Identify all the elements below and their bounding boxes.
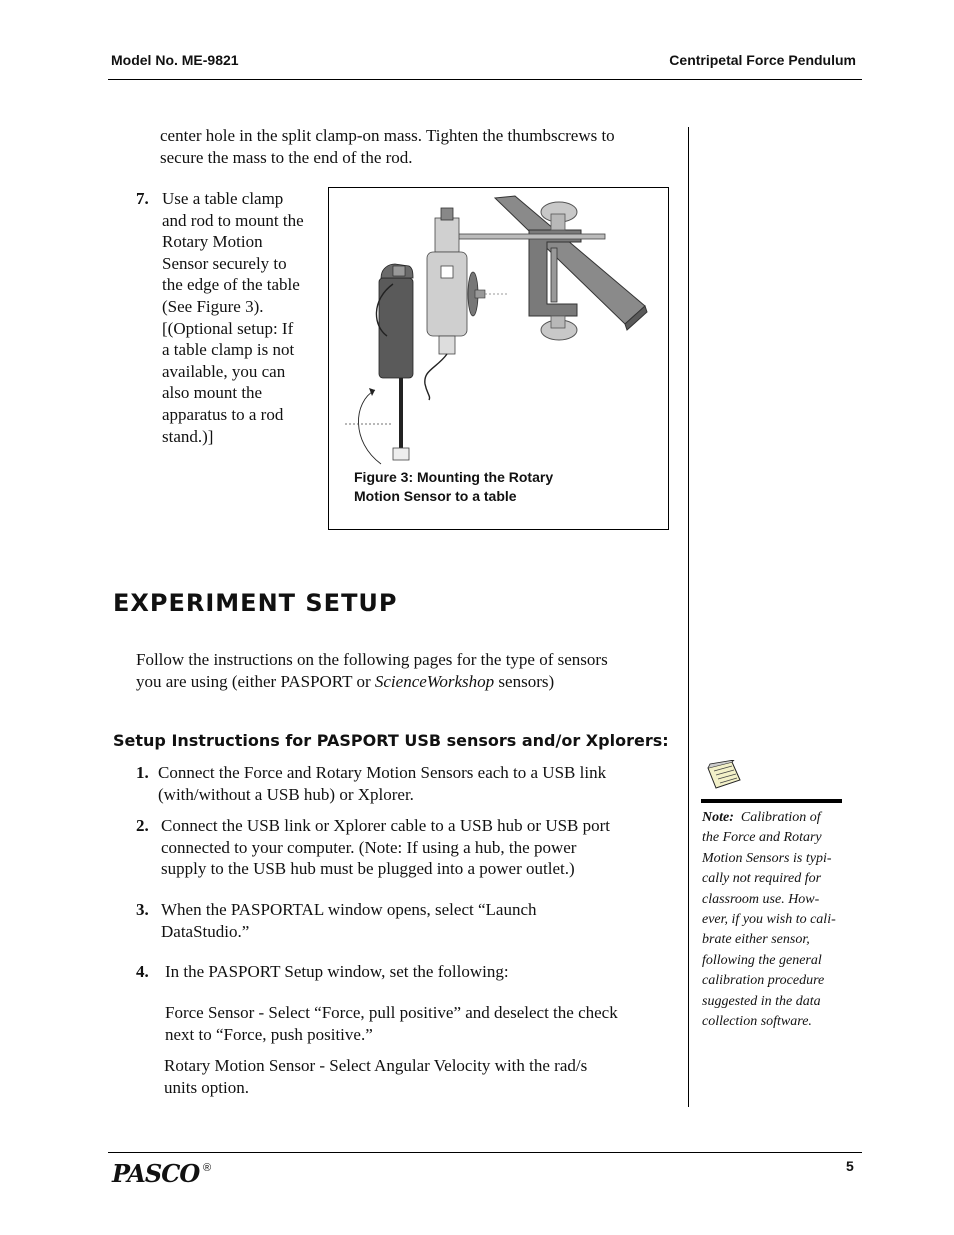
step-number: 1.: [136, 763, 149, 782]
header-title: Centripetal Force Pendulum: [669, 52, 856, 68]
step-number: 4.: [136, 962, 149, 981]
subsection-title: Setup Instructions for PASPORT USB sensors and/or Xplorers:: [113, 731, 669, 750]
caption-line: Motion Sensor to a table: [354, 488, 517, 504]
note-line: ever, if you wish to cali-: [702, 912, 836, 928]
substep-force-sensor: [165, 1002, 618, 1045]
step-7-line: the edge of the table: [162, 275, 300, 295]
step-line: Connect the USB link or Xplorer cable to a USB hub or USB port: [161, 816, 611, 835]
section-intro-line: Follow the instructions on the following pages for the type of sensors: [136, 650, 608, 669]
note-line: cally not required for: [702, 871, 822, 887]
note-line: classroom use. How-: [702, 891, 820, 907]
swing-arc-arrow: [358, 390, 381, 464]
note-line: brate either sensor,: [702, 932, 810, 948]
step-7-line: apparatus to a rod: [162, 404, 284, 424]
step-7-line: Use a table clamp: [162, 189, 284, 208]
step-7-line: stand.)]: [162, 426, 214, 446]
intro-text-part: sensors): [494, 671, 555, 691]
figure-3-box: [328, 187, 669, 530]
step-text: [161, 815, 610, 880]
step-7-number: 7.: [136, 189, 149, 208]
step-7-line: [(Optional setup: If: [162, 318, 294, 338]
step-line: Connect the Force and Rotary Motion Sensors each to a USB link: [158, 763, 607, 782]
pendulum-rod: [399, 378, 403, 452]
note-line: suggested in the data: [702, 993, 821, 1009]
step-number: 2.: [136, 816, 149, 835]
step-number: 3.: [136, 900, 149, 919]
clamp-screw: [551, 248, 557, 302]
note-line-text: Calibration of: [740, 810, 821, 825]
section-title: EXPERIMENT SETUP: [113, 589, 398, 617]
step-line: connected to your computer. (Note: If using a hub, the power: [161, 837, 577, 857]
footer-rule: [108, 1152, 862, 1153]
pendulum-mass: [393, 448, 409, 460]
step-7-line: (See Figure 3).: [162, 296, 264, 316]
column-divider: [688, 127, 689, 1107]
intro-line: secure the mass to the end of the rod.: [160, 147, 413, 167]
page-number: 5: [846, 1158, 854, 1174]
scienceworkshop-text: ScienceWorkshop: [374, 671, 495, 691]
rotary-sensor-clamp: [435, 218, 459, 252]
step-line: In the PASPORT Setup window, set the following:: [165, 962, 509, 981]
substep-line: Rotary Motion Sensor - Select Angular Velocity with the rad/s: [164, 1056, 588, 1075]
pasco-logo-text: PASCO: [112, 1159, 200, 1188]
note-line: following the general: [702, 952, 822, 968]
sidenote-text: [702, 808, 836, 1032]
substep-line: next to “Force, push positive.”: [165, 1024, 373, 1044]
sensor-cable: [425, 354, 447, 400]
header-rule: [108, 79, 862, 80]
step-7-text: [162, 188, 304, 447]
figure-3-caption: [354, 468, 553, 506]
intro-line: center hole in the split clamp-on mass. Tighten the thumbscrews to: [160, 126, 615, 145]
step-7-line: Sensor securely to: [162, 253, 287, 273]
substep-rotary-sensor: [164, 1055, 587, 1098]
intro-paragraph: [160, 125, 615, 168]
registered-mark: ®: [203, 1162, 212, 1174]
note-label: Note:: [702, 810, 734, 825]
step-line: supply to the USB hub must be plugged into a power outlet.): [161, 859, 575, 879]
note-line: Motion Sensors is typi-: [702, 850, 832, 866]
note-line: [702, 808, 836, 828]
caption-line: Figure 3: Mounting the Rotary: [354, 469, 554, 485]
intro-text-part: you are using (either PASPORT or: [136, 671, 375, 691]
header-model: Model No. ME-9821: [111, 52, 239, 68]
note-line: the Force and Rotary: [702, 830, 822, 846]
substep-line: units option.: [164, 1077, 250, 1097]
pasco-logo: [112, 1160, 199, 1188]
step-line: When the PASPORTAL window opens, select “Launch: [161, 900, 537, 919]
step-line: DataStudio.”: [161, 921, 250, 941]
rotary-sensor-body: [427, 252, 467, 336]
section-intro-line: [136, 671, 608, 693]
step-text: [158, 762, 606, 805]
rotary-sensor-illustration: [329, 188, 668, 468]
step-7-line: Rotary Motion: [162, 232, 263, 252]
note-line: calibration procedure: [702, 973, 825, 989]
mounting-rod: [449, 234, 605, 239]
step-7-line: also mount the: [162, 383, 263, 403]
substep-line: Force Sensor - Select “Force, pull positive” and deselect the check: [165, 1003, 618, 1022]
section-intro: [136, 649, 608, 692]
note-pad-icon: [704, 760, 744, 790]
step-7-line: a table clamp is not: [162, 340, 295, 360]
step-7-line: available, you can: [162, 361, 286, 381]
step-text: [165, 961, 509, 983]
step-line: (with/without a USB hub) or Xplorer.: [158, 784, 414, 804]
step-7-line: and rod to mount the: [162, 210, 304, 230]
step-text: [161, 899, 537, 942]
note-rule: [701, 799, 842, 803]
note-line: collection software.: [702, 1014, 812, 1030]
